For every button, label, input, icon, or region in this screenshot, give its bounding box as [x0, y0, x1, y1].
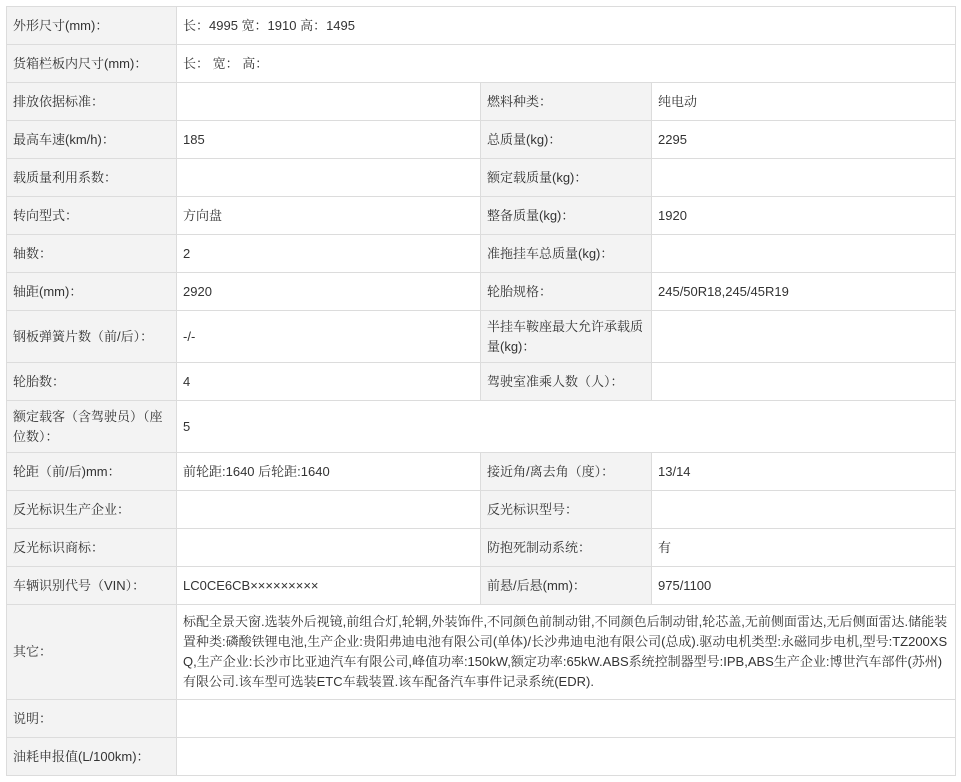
- spec-value: [177, 529, 481, 567]
- spec-value: [177, 83, 481, 121]
- spec-label: 准拖挂车总质量(kg)：: [481, 235, 652, 273]
- spec-label: 外形尺寸(mm)：: [7, 7, 177, 45]
- table-row: [7, 529, 956, 567]
- vehicle-spec-sheet: [6, 6, 955, 776]
- table-row: [7, 567, 956, 605]
- spec-label: 轴距(mm)：: [7, 273, 177, 311]
- spec-value: 长： 宽： 高：: [177, 45, 956, 83]
- table-row: [7, 235, 956, 273]
- table-row: [7, 45, 956, 83]
- spec-label: 最高车速(km/h)：: [7, 121, 177, 159]
- table-row: [7, 7, 956, 45]
- spec-table: [6, 6, 956, 776]
- spec-label: 接近角/离去角（度）：: [481, 453, 652, 491]
- spec-value: 4: [177, 363, 481, 401]
- spec-value: 13/14: [652, 453, 956, 491]
- spec-value: 方向盘: [177, 197, 481, 235]
- spec-label: 驾驶室准乘人数（人）：: [481, 363, 652, 401]
- spec-value: [652, 235, 956, 273]
- table-row: [7, 453, 956, 491]
- spec-value: [652, 159, 956, 197]
- spec-value: 标配全景天窗.选装外后视镜,前组合灯,轮辋,外装饰件,不同颜色前制动钳,不同颜色后制动钳,轮芯盖,无前侧面雷达,无后侧面雷达.储能装置种类:磷酸铁锂电池,生产企业:贵阳弗迪电池有限公司(单体)/长沙弗迪电池有限公司(总成).驱动电机类型:永磁同步电机,型号:TZ200XSQ,生产企业:长沙市比亚迪汽车有限公司,峰值功率:150kW,额定功率:65kW.ABS系统控制器型号:IPB,ABS生产企业:博世汽车部件(苏州)有限公司.该车型可选装ETC车载装置.该车配备汽车事件记录系统(EDR).: [177, 605, 956, 700]
- spec-label: 燃料种类：: [481, 83, 652, 121]
- table-row: [7, 83, 956, 121]
- spec-value: 185: [177, 121, 481, 159]
- spec-value: [177, 700, 956, 738]
- spec-value: [177, 738, 956, 776]
- spec-value: 975/1100: [652, 567, 956, 605]
- spec-label: 其它：: [7, 605, 177, 700]
- spec-label: 反光标识生产企业：: [7, 491, 177, 529]
- spec-value: 有: [652, 529, 956, 567]
- table-row: [7, 273, 956, 311]
- spec-label: 货箱栏板内尺寸(mm)：: [7, 45, 177, 83]
- spec-label: 反光标识型号：: [481, 491, 652, 529]
- spec-label: 车辆识别代号（VIN）：: [7, 567, 177, 605]
- table-row: [7, 738, 956, 776]
- spec-value: [177, 159, 481, 197]
- spec-value: 2295: [652, 121, 956, 159]
- spec-label: 轮距（前/后)mm：: [7, 453, 177, 491]
- table-row: [7, 363, 956, 401]
- spec-value: [652, 491, 956, 529]
- spec-label: 前悬/后悬(mm)：: [481, 567, 652, 605]
- spec-label: 额定载客（含驾驶员）（座位数）：: [7, 401, 177, 453]
- spec-label: 额定载质量(kg)：: [481, 159, 652, 197]
- spec-label: 总质量(kg)：: [481, 121, 652, 159]
- spec-label: 油耗申报值(L/100km)：: [7, 738, 177, 776]
- spec-label: 防抱死制动系统：: [481, 529, 652, 567]
- spec-value: 纯电动: [652, 83, 956, 121]
- spec-value: 前轮距:1640 后轮距:1640: [177, 453, 481, 491]
- table-row: [7, 700, 956, 738]
- spec-label: 载质量利用系数：: [7, 159, 177, 197]
- spec-value: 1920: [652, 197, 956, 235]
- spec-value: 5: [177, 401, 956, 453]
- spec-label: 轮胎规格：: [481, 273, 652, 311]
- spec-label: 整备质量(kg)：: [481, 197, 652, 235]
- table-row: [7, 121, 956, 159]
- spec-value: [652, 311, 956, 363]
- spec-label: 排放依据标准：: [7, 83, 177, 121]
- spec-value: 2: [177, 235, 481, 273]
- spec-label: 半挂车鞍座最大允许承载质量(kg)：: [481, 311, 652, 363]
- spec-value: [177, 491, 481, 529]
- table-row: [7, 159, 956, 197]
- spec-label: 转向型式：: [7, 197, 177, 235]
- spec-value: LC0CE6CB×××××××××: [177, 567, 481, 605]
- spec-value: 245/50R18,245/45R19: [652, 273, 956, 311]
- table-row: [7, 605, 956, 700]
- spec-value: 长：4995 宽：1910 高：1495: [177, 7, 956, 45]
- table-row: [7, 491, 956, 529]
- spec-value: [652, 363, 956, 401]
- table-row: [7, 311, 956, 363]
- spec-label: 说明：: [7, 700, 177, 738]
- spec-value: 2920: [177, 273, 481, 311]
- spec-value: -/-: [177, 311, 481, 363]
- spec-label: 轮胎数：: [7, 363, 177, 401]
- spec-label: 钢板弹簧片数（前/后）：: [7, 311, 177, 363]
- spec-label: 轴数：: [7, 235, 177, 273]
- table-row: [7, 197, 956, 235]
- table-row: [7, 401, 956, 453]
- spec-label: 反光标识商标：: [7, 529, 177, 567]
